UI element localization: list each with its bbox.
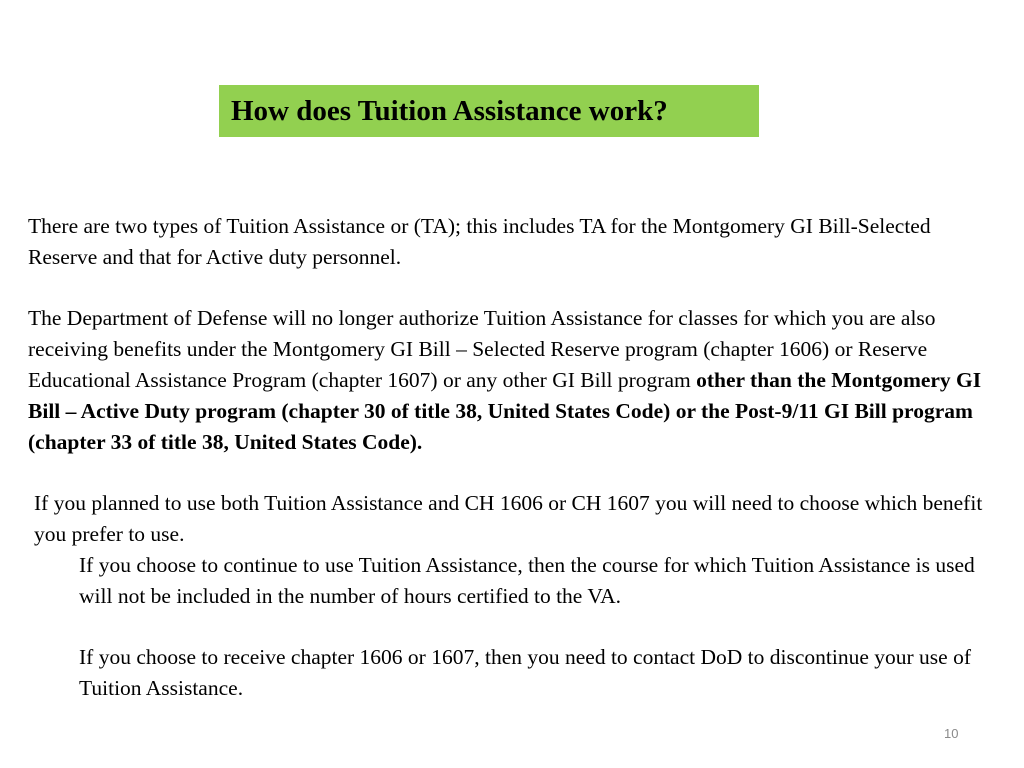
dod-policy-text: The Department of Defense will no longer authorize Tuition Assistance for classes for which you are also receiving benefits under the Montgomery GI Bill – Selected Reserve program (chapter 1606) or Reserve Educational Assistance Program (chapter 1607) or any other GI Bill program	[28, 306, 936, 392]
dod-policy-exception-text: other than the Montgomery GI Bill – Active Duty program (chapter 30 of title 38, United States Code) or the Post-9/11 GI Bill program (chapter 33 of title 38, United States Code).	[28, 367, 982, 454]
subparagraph-continue-ta: If you choose to continue to use Tuition Assistance, then the course for which Tuition Assistance is used will not be included in the number of hours certified to the VA.	[79, 552, 975, 608]
paragraph-spacer	[28, 457, 998, 488]
paragraph-spacer	[28, 273, 998, 304]
paragraph-spacer	[28, 611, 998, 642]
slide-title: How does Tuition Assistance work?	[219, 85, 759, 137]
paragraph-choose-benefit: If you planned to use both Tuition Assistance and CH 1606 or CH 1607 you will need to choose which benefit you prefer to use.	[34, 491, 983, 546]
paragraph-ta-types: There are two types of Tuition Assistance or (TA); this includes TA for the Montgomery GI Bill-Selected Reserve and that for Active duty personnel.	[28, 214, 931, 269]
page-number: 10	[944, 726, 959, 741]
subparagraph-receive-chapter: If you choose to receive chapter 1606 or 1607, then you need to contact DoD to discontinue your use of Tuition Assistance.	[79, 645, 971, 700]
slide-body	[28, 211, 998, 704]
paragraph-dod-policy	[28, 303, 998, 457]
